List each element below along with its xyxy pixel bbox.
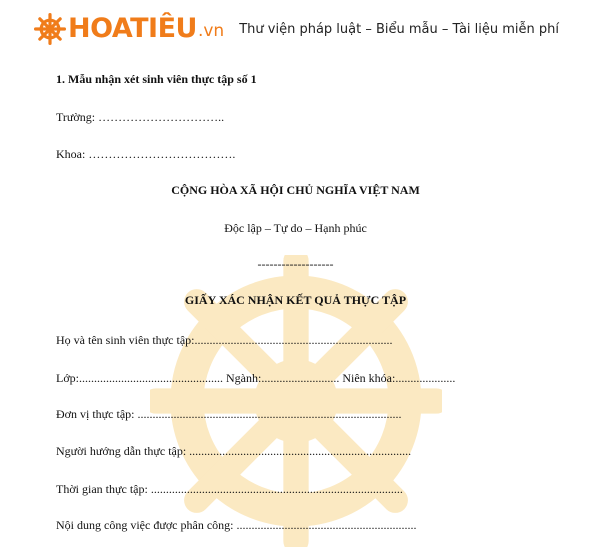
document-title: GIẤY XÁC NHẬN KẾT QUẢ THỰC TẬP [184,293,407,307]
site-tagline: Thư viện pháp luật – Biểu mẫu – Tài liệu miễn phí [239,22,559,37]
assigned-tasks-field: Nội dung công việc được phân công: ............................................................ [56,518,417,532]
national-motto: Độc lập – Tự do – Hạnh phúc [224,221,367,235]
supervisor-field: Người hướng dẫn thực tập: .......................................................................... [56,444,412,458]
national-title: CỘNG HÒA XÃ HỘI CHỦ NGHĨA VIỆT NAM [171,183,420,197]
logo-text: HOATIÊU [68,13,197,44]
divider-line: ------------------- [257,257,334,271]
internship-unit-field: Đơn vị thực tập: ........................................................................................ [56,407,402,421]
logo-suffix: .vn [197,21,225,41]
student-name-field: Họ và tên sinh viên thực tập:.................................................................. [56,333,393,347]
section-heading: 1. Mẫu nhận xét sinh viên thực tập số 1 [56,72,257,86]
school-field: Trường: ………………………….. [56,110,225,124]
internship-period-field: Thời gian thực tập: .................................................................................... [56,482,403,496]
faculty-field: Khoa: ………………………………. [56,147,236,161]
class-major-year-field: Lớp:................................................ Ngành:.......................... Niên khóa:.................... [56,371,456,385]
